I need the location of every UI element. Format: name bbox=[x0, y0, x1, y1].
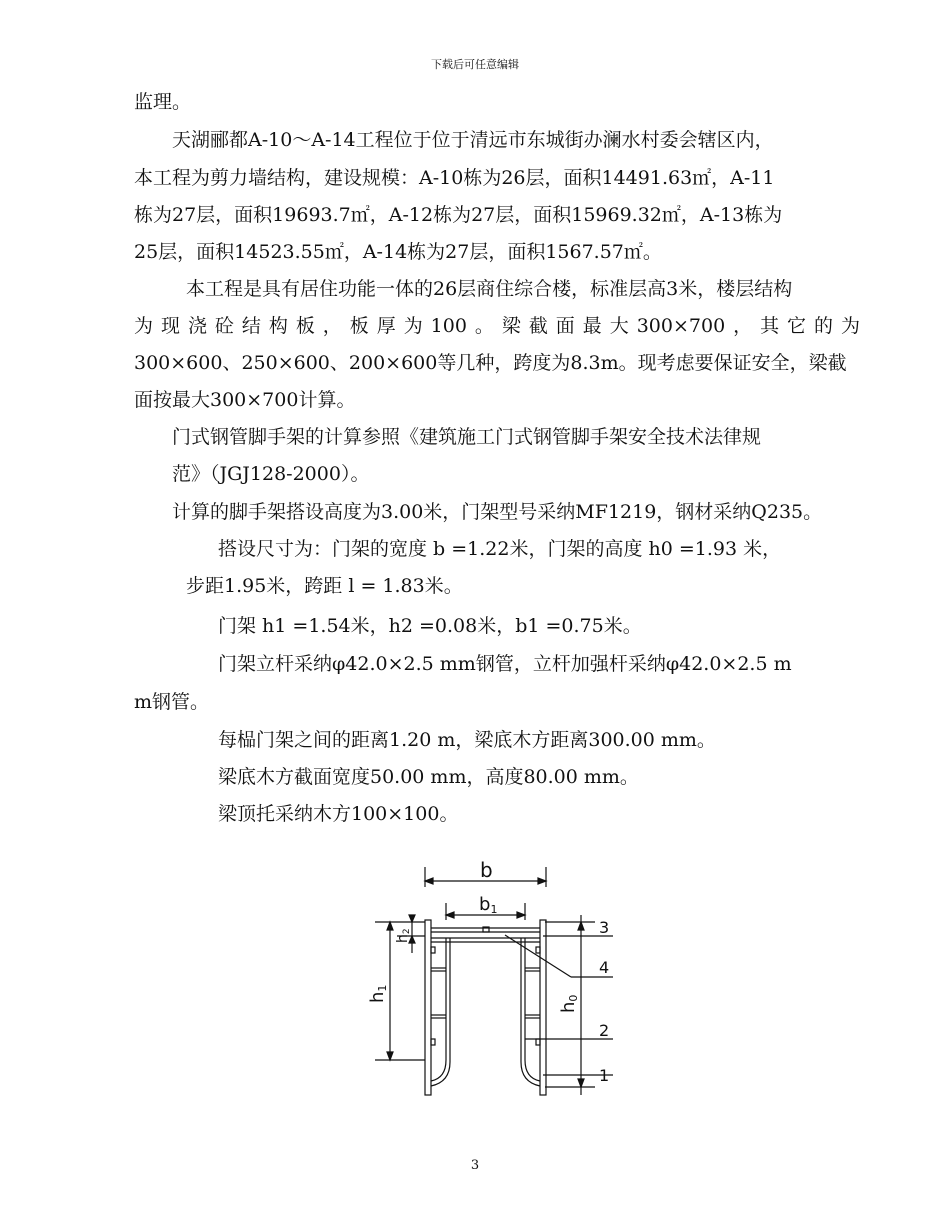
left-inner-leg bbox=[431, 938, 446, 1081]
label-h0: h0 bbox=[558, 994, 580, 1013]
right-outer-leg bbox=[540, 920, 546, 1095]
label-4: 4 bbox=[599, 958, 610, 977]
text-line-7: 为现浇砼结构板，板厚为100。梁截面最大300×700，其它的为 bbox=[134, 315, 860, 337]
text-line-14: 步距1.95米，跨距 l = 1.83米。 bbox=[186, 575, 463, 597]
page-header: 下载后可任意编辑 bbox=[431, 58, 519, 71]
text-line-8: 300×600、250×600、200×600等几种，跨度为8.3m。现考虑要保证安全，梁截 bbox=[134, 352, 847, 374]
text-line-3: 本工程为剪力墙结构，建设规模：A-10栋为26层，面积14491.63㎡，A-11 bbox=[134, 167, 775, 189]
label-3: 3 bbox=[599, 918, 610, 937]
label-1: 1 bbox=[599, 1066, 610, 1085]
right-inner-leg bbox=[525, 938, 540, 1081]
text-line-16: 门架立杆采纳φ42.0×2.5 mm钢管，立杆加强杆采纳φ42.0×2.5 m bbox=[218, 653, 792, 675]
label-h2: h2 bbox=[395, 928, 412, 943]
right-inner-leg-2 bbox=[521, 938, 540, 1086]
text-line-13: 搭设尺寸为：门架的宽度 b =1.22米，门架的高度 h0 =1.93 米， bbox=[218, 538, 782, 560]
left-outer-leg bbox=[425, 920, 431, 1095]
text-line-4: 栋为27层，面积19693.7㎡，A-12栋为27层，面积15969.32㎡，A-13栋为 bbox=[134, 204, 783, 226]
text-line-12: 计算的脚手架搭设高度为3.00米，门架型号采纳MF1219，钢材采纳Q235。 bbox=[172, 501, 823, 523]
right-pin-2 bbox=[536, 1039, 540, 1045]
text-line-2: 天湖郦都A-10～A-14工程位于位于清远市东城街办澜水村委会辖区内， bbox=[172, 129, 774, 151]
door-frame-diagram bbox=[355, 855, 645, 1105]
text-line-18: 每榀门架之间的距离1.20 m，梁底木方距离300.00 mm。 bbox=[218, 729, 716, 751]
text-line-17: m钢管。 bbox=[134, 691, 210, 713]
text-line-5: 25层，面积14523.55㎡，A-14栋为27层，面积1567.57㎡。 bbox=[134, 241, 662, 263]
label-b1: b1 bbox=[479, 894, 498, 916]
text-line-10: 门式钢管脚手架的计算参照《建筑施工门式钢管脚手架安全技术法律规 bbox=[172, 426, 762, 448]
left-inner-leg-2 bbox=[431, 938, 450, 1086]
text-line-9: 面按最大300×700计算。 bbox=[134, 389, 356, 411]
label-h1: h1 bbox=[367, 984, 389, 1003]
left-pin-1 bbox=[431, 947, 435, 953]
page-number: 3 bbox=[470, 1158, 480, 1173]
right-pin-1 bbox=[536, 947, 540, 953]
text-line-19: 梁底木方截面宽度50.00 mm，高度80.00 mm。 bbox=[218, 766, 639, 788]
text-line-6: 本工程是具有居住功能一体的26层商住综合楼，标准层高3米，楼层结构 bbox=[186, 278, 793, 300]
label-2: 2 bbox=[599, 1021, 610, 1040]
left-pin-2 bbox=[431, 1039, 435, 1045]
text-line-11: 范》（JGJ128-2000）。 bbox=[172, 463, 370, 485]
text-line-20: 梁顶托采纳木方100×100。 bbox=[218, 803, 459, 825]
text-line-1: 监理。 bbox=[134, 91, 192, 113]
label-b: b bbox=[480, 858, 493, 882]
text-line-15: 门架 h1 =1.54米，h2 =0.08米，b1 =0.75米。 bbox=[218, 615, 642, 637]
